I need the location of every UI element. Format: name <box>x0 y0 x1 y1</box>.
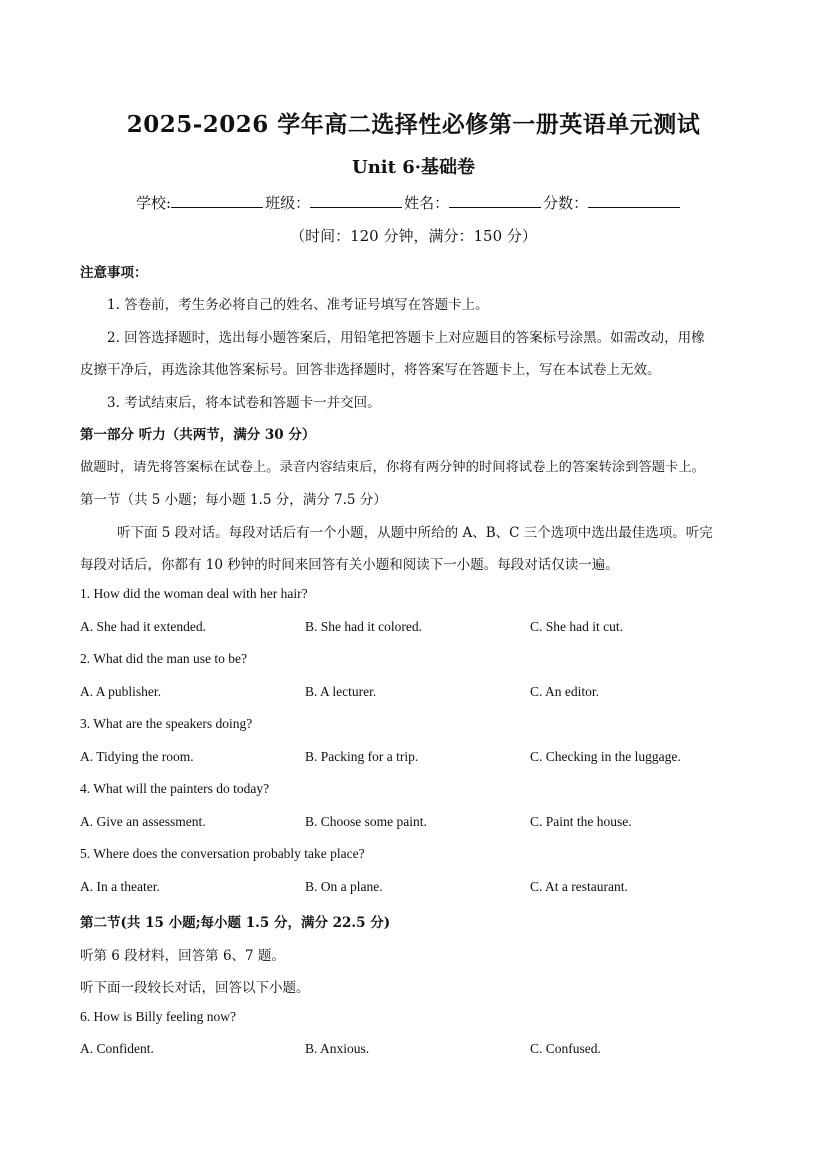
note-item-2-line2: 皮擦干净后，再选涂其他答案标号。回答非选择题时，将答案写在答题卡上，写在本试卷上无效。 <box>80 362 661 378</box>
question-1: 1. How did the woman deal with her hair? <box>80 586 308 601</box>
question-3-option-a[interactable]: A. Tidying the room. <box>80 749 194 764</box>
name-label: 姓名： <box>404 194 450 212</box>
question-3-option-b[interactable]: B. Packing for a trip. <box>305 749 419 764</box>
student-info-row <box>136 191 682 213</box>
school-label: 学校: <box>136 194 172 212</box>
question-2: 2. What did the man use to be? <box>80 651 247 666</box>
question-2-option-b[interactable]: B. A lecturer. <box>305 684 377 699</box>
question-1-option-b[interactable]: B. She had it colored. <box>305 619 422 634</box>
note-item-3: 3. 考试结束后，将本试卷和答题卡一并交回。 <box>107 395 381 411</box>
class-label: 班级： <box>265 194 311 212</box>
question-6-option-b[interactable]: B. Anxious. <box>305 1041 370 1056</box>
section1-heading: 第一节（共 5 小题；每小题 1.5 分，满分 7.5 分） <box>80 492 387 508</box>
score-blank[interactable] <box>588 191 680 208</box>
exam-title: 2025-2026 学年高二选择性必修第一册英语单元测试 <box>126 111 701 138</box>
question-1-option-a[interactable]: A. She had it extended. <box>80 619 206 634</box>
question-4: 4. What will the painters do today? <box>80 781 270 796</box>
question-5-option-a[interactable]: A. In a theater. <box>80 879 160 894</box>
question-2-option-a[interactable]: A. A publisher. <box>80 684 162 699</box>
part1-intro: 做题时，请先将答案标在试卷上。录音内容结束后，你将有两分钟的时间将试卷上的答案转涂到答题卡上。 <box>80 460 705 475</box>
question-5-option-b[interactable]: B. On a plane. <box>305 879 383 894</box>
question-4-option-a[interactable]: A. Give an assessment. <box>80 814 206 829</box>
question-6: 6. How is Billy feeling now? <box>80 1009 236 1024</box>
school-blank[interactable] <box>171 191 263 208</box>
question-3-option-c[interactable]: C. Checking in the luggage. <box>530 749 681 764</box>
section2-instruction: 听下面一段较长对话，回答以下小题。 <box>80 980 310 996</box>
name-blank[interactable] <box>449 191 541 208</box>
section2-heading: 第二节(共 15 小题;每小题 1.5 分，满分 22.5 分) <box>80 915 391 931</box>
section1-instruction-line2: 每段对话后，你都有 10 秒钟的时间来回答有关小题和阅读下一小题。每段对话仅读一遍。 <box>80 557 619 573</box>
question-4-option-b[interactable]: B. Choose some paint. <box>305 814 427 829</box>
question-2-option-c[interactable]: C. An editor. <box>530 684 600 699</box>
time-and-score: （时间：120 分钟，满分：150 分） <box>290 227 537 245</box>
exam-subtitle: Unit 6·基础卷 <box>352 157 475 178</box>
section2-material: 听第 6 段材料，回答第 6、7 题。 <box>80 948 285 964</box>
question-4-option-c[interactable]: C. Paint the house. <box>530 814 632 829</box>
score-label: 分数： <box>543 194 589 212</box>
note-item-2-line1: 2. 回答选择题时，选出每小题答案后，用铅笔把答题卡上对应题目的答案标号涂黑。如需改动，用橡 <box>107 330 705 346</box>
question-5-option-c[interactable]: C. At a restaurant. <box>530 879 628 894</box>
question-6-option-c[interactable]: C. Confused. <box>530 1041 601 1056</box>
question-5: 5. Where does the conversation probably take place? <box>80 846 365 861</box>
part1-heading: 第一部分 听力（共两节，满分 30 分） <box>80 427 316 443</box>
question-6-option-a[interactable]: A. Confident. <box>80 1041 154 1056</box>
class-blank[interactable] <box>310 191 402 208</box>
section1-instruction-line1: 听下面 5 段对话。每段对话后有一个小题，从题中所给的 A、B、C 三个选项中选出最佳选项。听完 <box>117 525 713 541</box>
question-3: 3. What are the speakers doing? <box>80 716 253 731</box>
question-1-option-c[interactable]: C. She had it cut. <box>530 619 623 634</box>
notes-heading: 注意事项： <box>80 265 148 281</box>
note-item-1: 1. 答卷前，考生务必将自己的姓名、准考证号填写在答题卡上。 <box>107 297 489 313</box>
